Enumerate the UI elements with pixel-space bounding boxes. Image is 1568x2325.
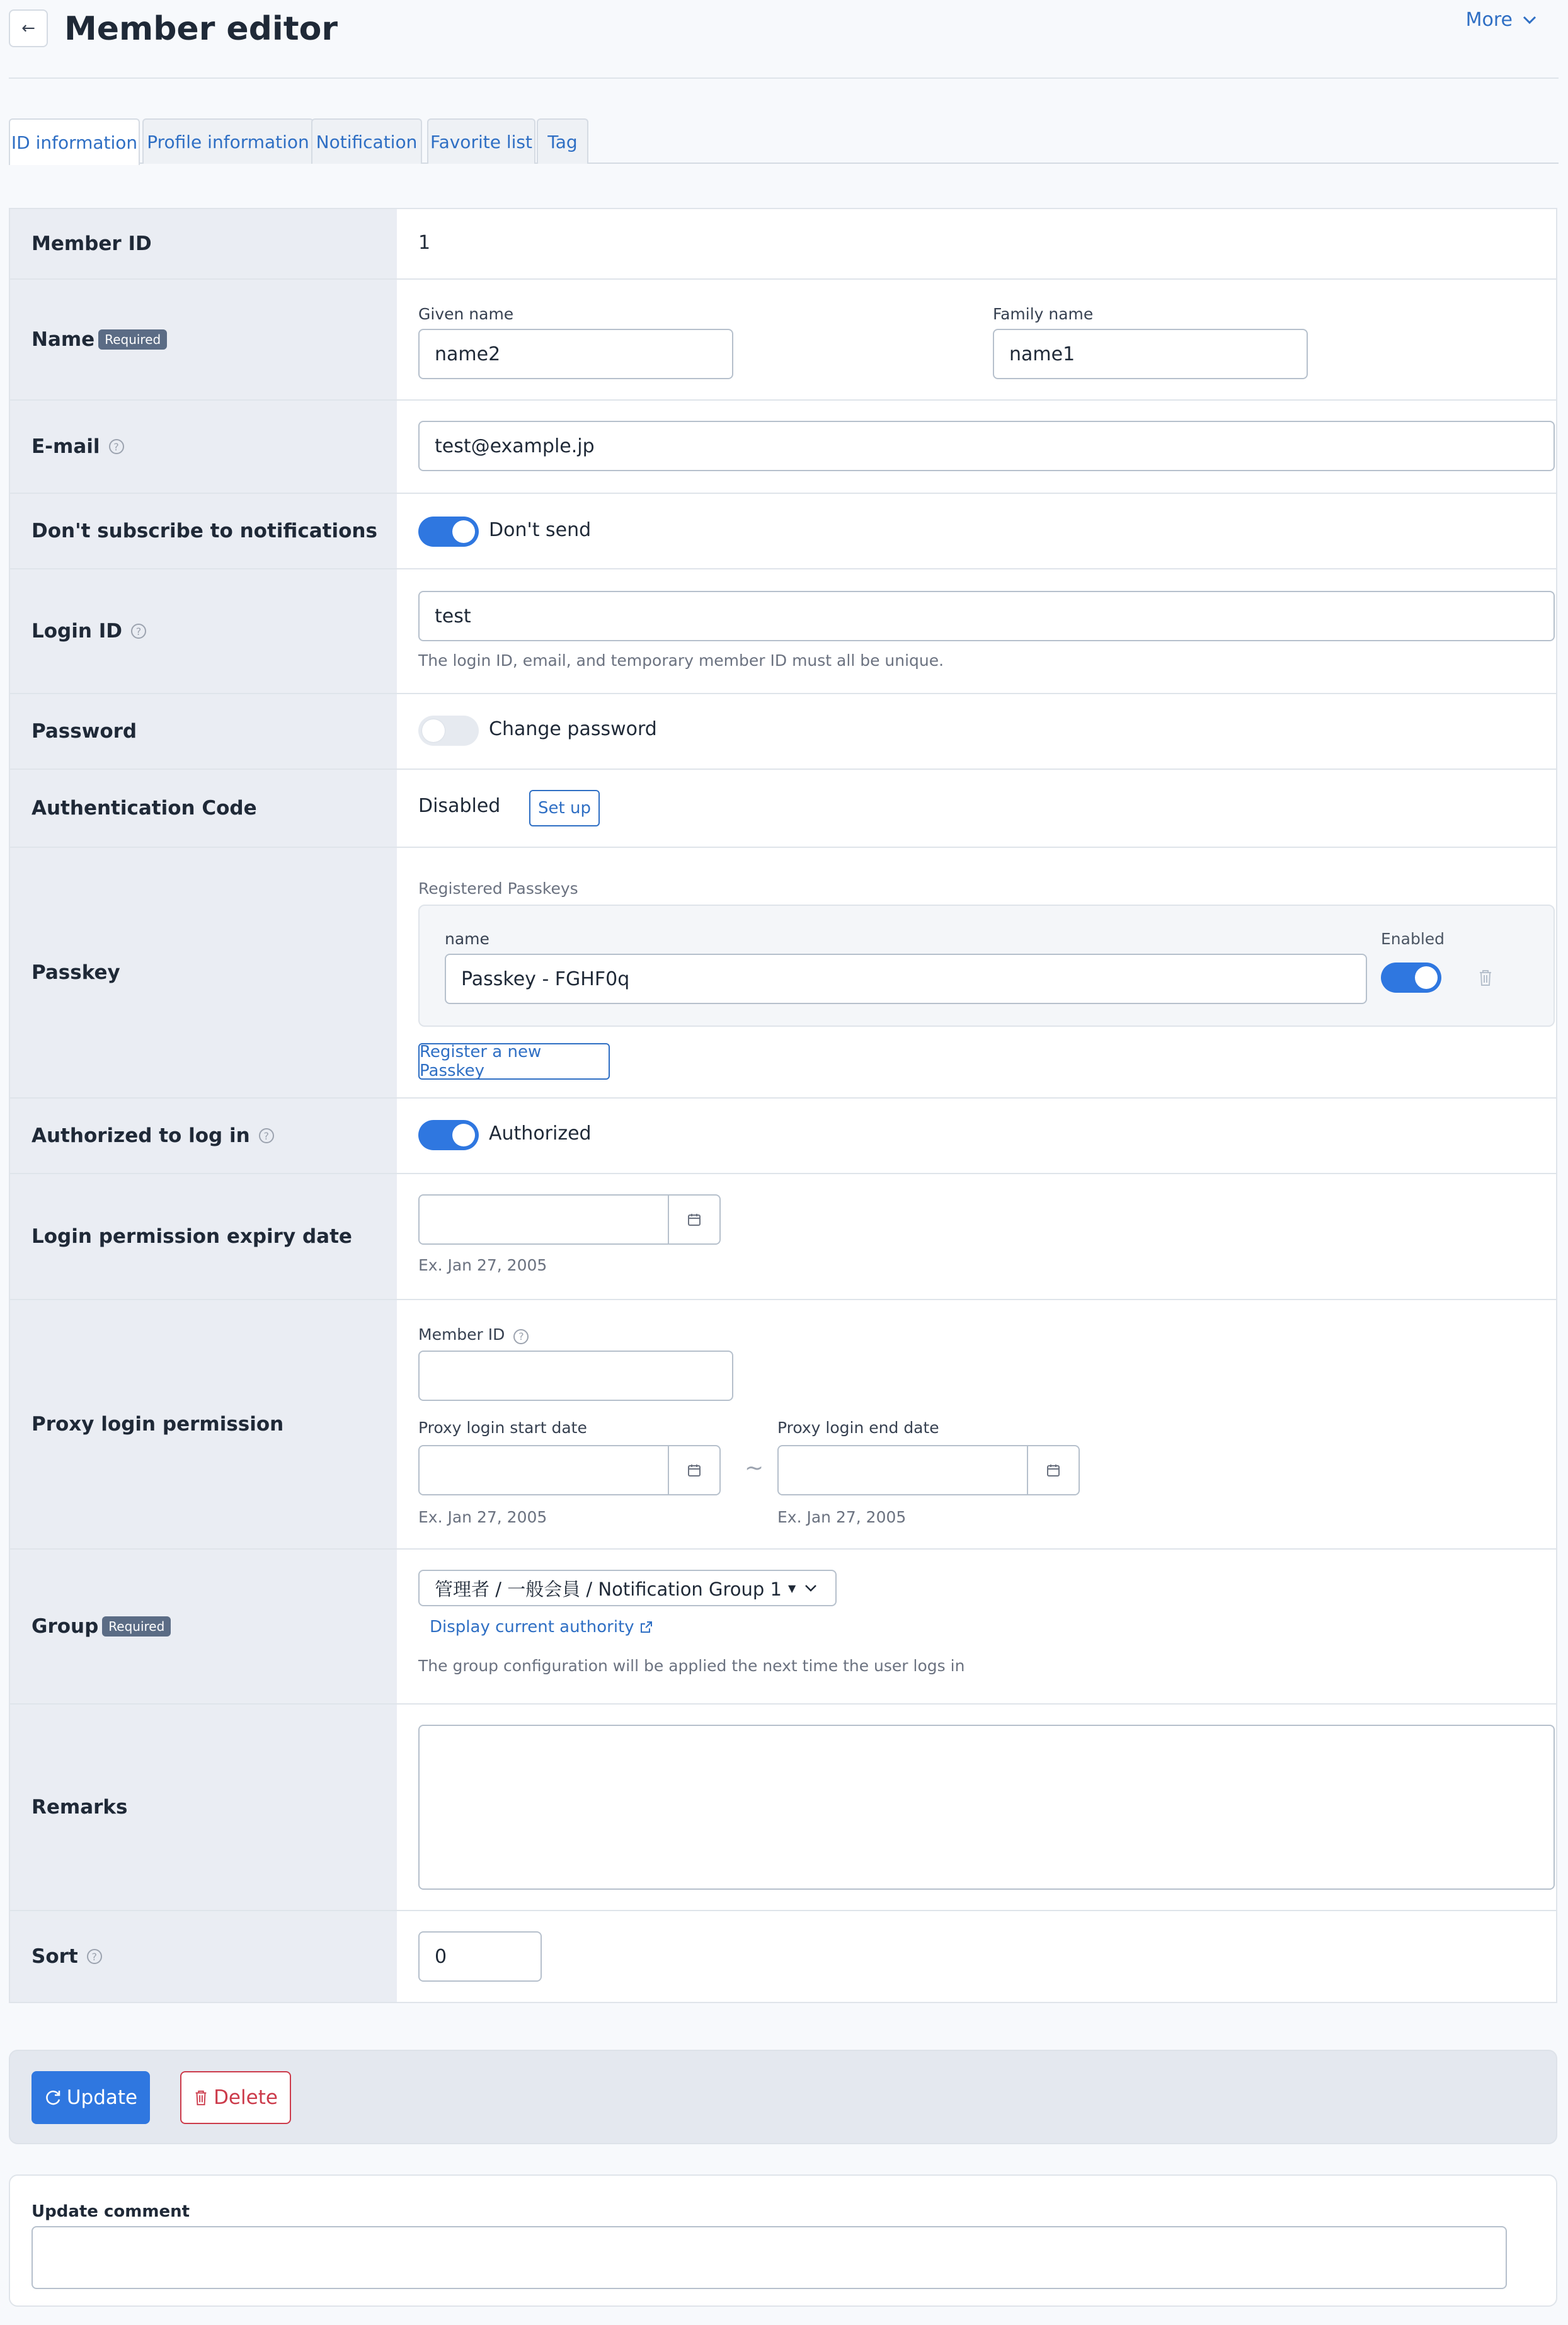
proxy-member-id-input[interactable]	[418, 1351, 733, 1401]
row-remarks	[10, 1705, 1556, 1911]
help-icon[interactable]: ?	[513, 1329, 529, 1344]
more-menu[interactable]	[1466, 9, 1537, 31]
display-authority-link[interactable]: Display current authority	[430, 1618, 653, 1637]
help-icon[interactable]: ?	[259, 1128, 274, 1143]
change-password-label: Change password	[489, 718, 657, 740]
dont-send-toggle[interactable]	[418, 517, 479, 547]
expiry-date-hint: Ex. Jan 27, 2005	[418, 1256, 547, 1274]
authorized-label: Authorized to log in ?	[10, 1099, 397, 1173]
trash-icon	[193, 2089, 209, 2106]
no-subscribe-label: Don't subscribe to notifications	[10, 494, 397, 568]
tab-bar	[9, 118, 1559, 164]
member-id-value: 1	[418, 232, 431, 254]
email-field[interactable]: test@example.jp	[418, 421, 1555, 471]
sort-input[interactable]: 0	[418, 1931, 542, 1982]
member-id-label: Member ID	[10, 209, 397, 278]
action-bar	[9, 2050, 1557, 2144]
help-icon[interactable]: ?	[109, 439, 124, 454]
header-divider	[9, 77, 1559, 79]
login-id-input[interactable]: test	[418, 591, 1555, 641]
email-label: E-mail ?	[10, 401, 397, 493]
passkey-card	[418, 905, 1555, 1027]
sort-label: Sort ?	[10, 1911, 397, 2002]
expiry-date-label: Login permission expiry date	[10, 1174, 397, 1299]
authorized-toggle-label: Authorized	[489, 1123, 592, 1145]
refresh-icon	[44, 2089, 62, 2106]
tab-notification[interactable]: Notification	[311, 118, 422, 164]
back-button[interactable]	[9, 9, 48, 47]
passkey-name-input[interactable]: Passkey - FGHF0q	[445, 954, 1367, 1004]
group-select-value: 管理者 / 一般会員 / Notification Group 1	[435, 1578, 782, 1600]
passkey-enabled-toggle[interactable]	[1381, 963, 1441, 993]
auth-code-status: Disabled	[418, 795, 501, 817]
update-comment-textarea[interactable]	[31, 2226, 1507, 2289]
row-no-subscribe	[10, 494, 1556, 569]
dont-send-label: Don't send	[489, 519, 592, 541]
external-link-icon	[639, 1620, 653, 1634]
register-passkey-button[interactable]: Register a new Passkey	[418, 1043, 610, 1080]
proxy-end-label: Proxy login end date	[777, 1419, 939, 1437]
row-email	[10, 401, 1556, 494]
tab-id-information[interactable]: ID information	[9, 118, 140, 165]
given-name-input[interactable]: name2	[418, 329, 733, 379]
auth-code-label: Authentication Code	[10, 770, 397, 847]
trash-icon[interactable]	[1478, 969, 1493, 986]
update-button[interactable]: Update	[31, 2071, 150, 2124]
authorized-toggle[interactable]	[418, 1120, 479, 1150]
calendar-icon[interactable]	[1027, 1446, 1079, 1494]
member-form	[9, 208, 1557, 2003]
group-select[interactable]	[418, 1570, 837, 1606]
row-authorized	[10, 1099, 1556, 1174]
proxy-start-label: Proxy login start date	[418, 1419, 587, 1437]
proxy-member-id-label: Member ID ?	[418, 1325, 529, 1344]
calendar-icon[interactable]	[668, 1446, 719, 1494]
given-name-label: Given name	[418, 305, 514, 323]
row-password	[10, 694, 1556, 770]
password-label: Password	[10, 694, 397, 768]
delete-button[interactable]: Delete	[180, 2071, 291, 2124]
login-id-label: Login ID ?	[10, 569, 397, 693]
row-name	[10, 280, 1556, 401]
remarks-label: Remarks	[10, 1705, 397, 1910]
row-member-id	[10, 209, 1556, 280]
chevron-down-icon	[804, 1584, 817, 1592]
help-icon[interactable]: ?	[87, 1949, 102, 1964]
help-icon[interactable]: ?	[131, 624, 146, 639]
update-comment-label: Update comment	[31, 2202, 190, 2221]
proxy-end-hint: Ex. Jan 27, 2005	[777, 1508, 907, 1526]
family-name-input[interactable]: name1	[993, 329, 1308, 379]
calendar-icon[interactable]	[668, 1196, 719, 1243]
required-badge: Required	[102, 1616, 171, 1637]
row-expiry-date	[10, 1174, 1556, 1300]
caret-down-icon: ▼	[788, 1582, 796, 1594]
arrow-left-icon: ←	[21, 19, 35, 38]
group-label: Group Required	[10, 1550, 397, 1703]
date-range-separator: ~	[745, 1455, 764, 1481]
expiry-date-input[interactable]	[418, 1194, 721, 1245]
proxy-start-date-input[interactable]	[418, 1445, 721, 1495]
chevron-down-icon	[1523, 16, 1537, 25]
tab-tag[interactable]: Tag	[537, 118, 588, 164]
proxy-login-label: Proxy login permission	[10, 1300, 397, 1548]
group-hint: The group configuration will be applied the next time the user logs in	[418, 1657, 965, 1675]
page-title: Member editor	[64, 10, 338, 48]
row-auth-code	[10, 770, 1556, 848]
proxy-end-date-input[interactable]	[777, 1445, 1080, 1495]
set-up-button[interactable]: Set up	[529, 790, 600, 826]
proxy-start-hint: Ex. Jan 27, 2005	[418, 1508, 547, 1526]
passkey-label: Passkey	[10, 848, 397, 1097]
row-proxy-login	[10, 1300, 1556, 1550]
row-group	[10, 1550, 1556, 1705]
row-passkey	[10, 848, 1556, 1099]
row-sort	[10, 1911, 1556, 2002]
tab-favorite-list[interactable]: Favorite list	[427, 118, 535, 164]
row-login-id	[10, 569, 1556, 694]
passkey-enabled-label: Enabled	[1381, 930, 1445, 948]
passkey-name-label: name	[445, 930, 489, 948]
family-name-label: Family name	[993, 305, 1094, 323]
name-label: Name Required	[10, 280, 397, 399]
remarks-textarea[interactable]	[418, 1725, 1555, 1890]
required-badge: Required	[98, 329, 167, 350]
registered-passkeys-title: Registered Passkeys	[418, 879, 578, 898]
update-comment-panel	[9, 2174, 1557, 2307]
more-label: More	[1465, 9, 1513, 31]
tab-profile-information[interactable]: Profile information	[142, 118, 314, 164]
change-password-toggle[interactable]	[418, 716, 479, 746]
page-header	[0, 0, 1568, 79]
login-id-hint: The login ID, email, and temporary member ID must all be unique.	[418, 651, 944, 670]
